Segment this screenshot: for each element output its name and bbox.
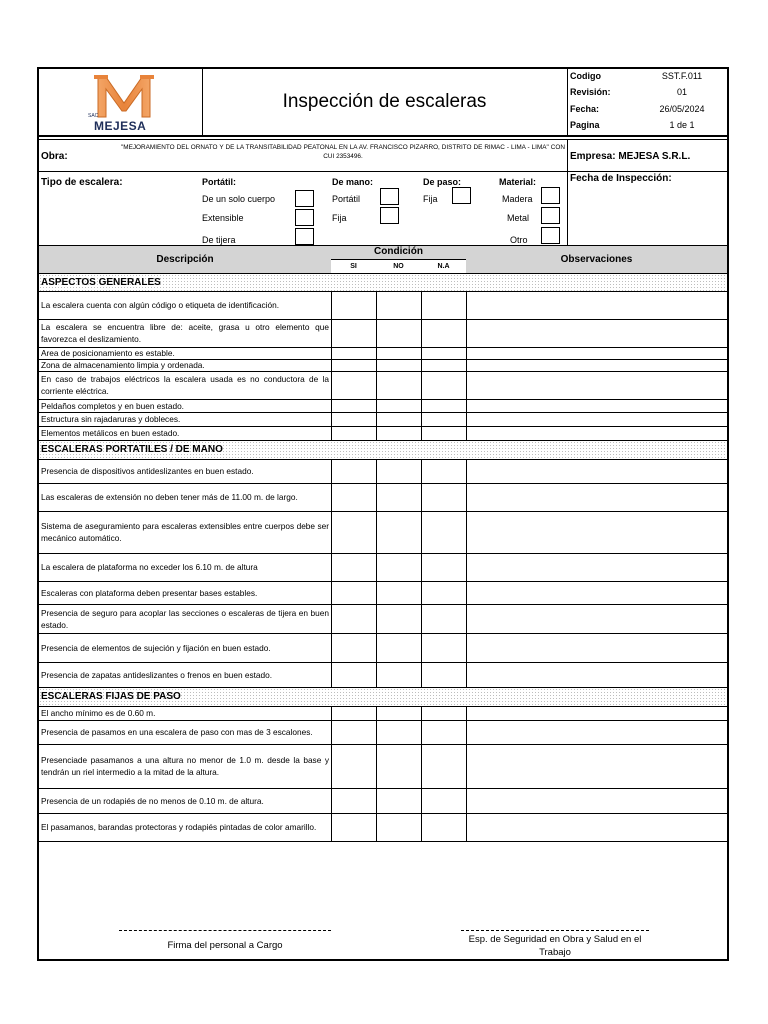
cell-no[interactable] [376, 511, 421, 553]
cell-na[interactable] [421, 426, 466, 440]
item-description: Presencia de pasamos en una escalera de paso con mas de 3 escalones. [41, 727, 313, 737]
cell-na[interactable] [421, 291, 466, 319]
cell-si[interactable] [331, 412, 376, 426]
cell-na[interactable] [421, 347, 466, 359]
item-description: Presencia de seguro para acoplar las secciones o escaleras de tijera en buen estado. [41, 608, 329, 630]
logo-small-text: SAC [88, 113, 99, 119]
cell-no[interactable] [376, 459, 421, 483]
option-extensible: Extensible [202, 213, 244, 223]
item-description: Sistema de aseguramiento para escaleras extensibles entre cuerpos debe ser mecánico automático. [41, 521, 329, 543]
inspection-form [37, 67, 729, 961]
item-description: Las escaleras de extensión no deben tener más de 11.00 m. de largo. [41, 492, 298, 502]
option-otro: Otro [510, 235, 528, 245]
cell-observaciones[interactable] [466, 483, 727, 511]
cell-observaciones[interactable] [466, 720, 727, 744]
meta-value: SST.F.011 [661, 71, 703, 81]
cell-na[interactable] [421, 662, 466, 687]
cell-si[interactable] [331, 553, 376, 581]
cell-na[interactable] [421, 744, 466, 788]
cell-no[interactable] [376, 319, 421, 347]
cell-observaciones[interactable] [466, 426, 727, 440]
obra-description: "MEJORAMIENTO DEL ORNATO Y DE LA TRANSITABILIDAD PEATONAL EN LA AV. FRANCISCO PIZARRO, DISTRITO DE RIMAC - LIMA - LIMA" CON CUI 2353496. [121, 144, 565, 160]
cell-si[interactable] [331, 291, 376, 319]
cell-si[interactable] [331, 604, 376, 633]
section-title: ASPECTOS GENERALES [41, 276, 161, 288]
cell-si[interactable] [331, 459, 376, 483]
table-row [39, 604, 727, 633]
cell-si[interactable] [331, 426, 376, 440]
signature-line-left [119, 930, 331, 931]
cell-si[interactable] [331, 359, 376, 371]
checkbox-de-mano-fija[interactable] [380, 207, 399, 224]
meta-label: Pagina [570, 120, 600, 130]
cell-si[interactable] [331, 633, 376, 662]
cell-na[interactable] [421, 813, 466, 841]
option-de-un-solo-cuerpo: De un solo cuerpo [202, 194, 276, 204]
item-description: Area de posicionamiento es estable. [41, 348, 175, 358]
cell-no[interactable] [376, 813, 421, 841]
cell-no[interactable] [376, 604, 421, 633]
table-row [39, 347, 727, 359]
table-row [39, 744, 727, 788]
cell-no[interactable] [376, 633, 421, 662]
section-title: ESCALERAS FIJAS DE PASO [41, 691, 181, 702]
cell-si[interactable] [331, 347, 376, 359]
cell-na[interactable] [421, 319, 466, 347]
item-description: Estructura sin rajadaruras y dobleces. [41, 414, 181, 424]
cell-na[interactable] [421, 633, 466, 662]
cell-na[interactable] [421, 371, 466, 399]
table-row [39, 553, 727, 581]
company-logo [84, 73, 164, 135]
item-description: La escalera se encuentra libre de: aceite, grasa u otro elemento que favorezca el deslizamiento. [41, 322, 329, 344]
checkbox-de-tijera[interactable] [295, 228, 314, 245]
table-row [39, 706, 727, 720]
table-row [39, 813, 727, 841]
table-row [39, 662, 727, 687]
col-condicion: Condición [374, 246, 423, 257]
cell-observaciones[interactable] [466, 319, 727, 347]
option-de-tijera: De tijera [202, 235, 236, 245]
cell-na[interactable] [421, 483, 466, 511]
cell-observaciones[interactable] [466, 371, 727, 399]
cell-observaciones[interactable] [466, 511, 727, 553]
cell-na[interactable] [421, 459, 466, 483]
col-no: NO [376, 260, 421, 273]
cell-no[interactable] [376, 553, 421, 581]
cell-no[interactable] [376, 371, 421, 399]
item-description: El ancho mínimo es de 0.60 m. [41, 708, 156, 718]
cell-si[interactable] [331, 788, 376, 813]
table-row [39, 319, 727, 347]
cell-si[interactable] [331, 720, 376, 744]
cell-observaciones[interactable] [466, 359, 727, 371]
item-description: El pasamanos, barandas protectoras y rodapiés pintadas de color amarillo. [41, 822, 317, 832]
cell-na[interactable] [421, 399, 466, 412]
item-description: Presencia de un rodapiés de no menos de 0.10 m. de altura. [41, 796, 264, 806]
item-description: Presencia de zapatas antideslizantes o frenos en buen estado. [41, 670, 273, 680]
item-description: Elementos metálicos en buen estado. [41, 428, 180, 438]
cell-observaciones[interactable] [466, 744, 727, 788]
checkbox-de-paso-fija[interactable] [452, 187, 471, 204]
cell-no[interactable] [376, 359, 421, 371]
item-description: Presencia de dispositivos antideslizantes en buen estado. [41, 466, 254, 476]
cell-no[interactable] [376, 788, 421, 813]
section-header [39, 688, 727, 706]
checkbox-extensible[interactable] [295, 209, 314, 226]
cell-observaciones[interactable] [466, 633, 727, 662]
cell-observaciones[interactable] [466, 788, 727, 813]
section-header [39, 441, 727, 459]
meta-value: 26/05/2024 [659, 104, 705, 114]
section-header [39, 274, 727, 291]
cell-observaciones[interactable] [466, 291, 727, 319]
cell-si[interactable] [331, 581, 376, 604]
option-de-mano-fija: Fija [332, 213, 347, 223]
item-description: Presenciade pasamanos a una altura no menor de 1.0 m. desde la base y tendrán un riel intermedio a la mitad de la altura. [41, 755, 329, 777]
cell-si[interactable] [331, 399, 376, 412]
cell-no[interactable] [376, 483, 421, 511]
item-description: La escalera cuenta con algún código o etiqueta de identificación. [41, 300, 280, 310]
checkbox-otro[interactable] [541, 227, 560, 244]
signature-line-right [461, 930, 649, 931]
table-row [39, 483, 727, 511]
cell-observaciones[interactable] [466, 604, 727, 633]
form-title: Inspección de escaleras [282, 91, 487, 112]
cell-na[interactable] [421, 359, 466, 371]
meta-value: 1 de 1 [669, 120, 695, 130]
table-row [39, 459, 727, 483]
cell-no[interactable] [376, 426, 421, 440]
cell-si[interactable] [331, 371, 376, 399]
col-na: N.A [421, 260, 466, 273]
portatil-heading: Portátil: [202, 177, 237, 187]
item-description: Peldaños completos y en buen estado. [41, 401, 184, 411]
checkbox-de-mano-portatil[interactable] [380, 188, 399, 205]
cell-no[interactable] [376, 662, 421, 687]
checkbox-madera[interactable] [541, 187, 560, 204]
obra-label: Obra: [41, 151, 68, 162]
cell-observaciones[interactable] [466, 813, 727, 841]
item-description: En caso de trabajos eléctricos la escalera usada es no conductora de la corriente eléctrica. [41, 374, 329, 396]
cell-na[interactable] [421, 788, 466, 813]
cell-observaciones[interactable] [466, 553, 727, 581]
table-row [39, 399, 727, 412]
table-row [39, 291, 727, 319]
checkbox-metal[interactable] [541, 207, 560, 224]
cell-observaciones[interactable] [466, 399, 727, 412]
table-row [39, 412, 727, 426]
signature-left-label: Firma del personal a Cargo [167, 940, 283, 951]
de-paso-heading: De paso: [423, 177, 462, 187]
item-description: Zona de almacenamiento limpia y ordenada. [41, 360, 205, 370]
col-si: SI [331, 260, 376, 273]
cell-no[interactable] [376, 291, 421, 319]
cell-si[interactable] [331, 706, 376, 720]
material-heading: Material: [499, 177, 537, 187]
cell-na[interactable] [421, 553, 466, 581]
cell-na[interactable] [421, 511, 466, 553]
cell-si[interactable] [331, 511, 376, 553]
checkbox-de-un-solo-cuerpo[interactable] [295, 190, 314, 207]
table-row [39, 581, 727, 604]
option-metal: Metal [507, 213, 530, 223]
col-descripcion: Descripción [156, 253, 214, 265]
meta-label: Revisión: [570, 87, 611, 97]
option-de-paso-fija: Fija [423, 194, 438, 204]
meta-label: Fecha: [570, 104, 600, 114]
cell-na[interactable] [421, 720, 466, 744]
option-de-mano-portatil: Portátil [332, 194, 361, 204]
item-description: Presencia de elementos de sujeción y fijación en buen estado. [41, 643, 271, 653]
logo-text: MEJESA [94, 119, 147, 133]
table-row [39, 720, 727, 744]
fecha-inspeccion-label: Fecha de Inspección: [570, 173, 672, 184]
empresa-label: Empresa: MEJESA S.R.L. [570, 151, 691, 162]
de-mano-heading: De mano: [332, 177, 374, 187]
item-description: La escalera de plataforma no exceder los 6.10 m. de altura [41, 562, 258, 572]
cell-si[interactable] [331, 662, 376, 687]
cell-no[interactable] [376, 706, 421, 720]
table-row [39, 633, 727, 662]
option-madera: Madera [502, 194, 533, 204]
cell-no[interactable] [376, 347, 421, 359]
item-description: Escaleras con plataforma deben presentar bases estables. [41, 588, 258, 598]
cell-si[interactable] [331, 483, 376, 511]
cell-na[interactable] [421, 604, 466, 633]
cell-na[interactable] [421, 581, 466, 604]
meta-value: 01 [676, 87, 687, 97]
tipo-escalera-label: Tipo de escalera: [41, 177, 123, 188]
cell-observaciones[interactable] [466, 662, 727, 687]
cell-observaciones[interactable] [466, 412, 727, 426]
cell-si[interactable] [331, 744, 376, 788]
cell-observaciones[interactable] [466, 459, 727, 483]
meta-label: Codigo [570, 71, 601, 81]
cell-observaciones[interactable] [466, 706, 727, 720]
section-title: ESCALERAS PORTATILES / DE MANO [41, 444, 223, 455]
cell-no[interactable] [376, 581, 421, 604]
table-row [39, 426, 727, 440]
cell-observaciones[interactable] [466, 581, 727, 604]
signature-right-label: Esp. de Seguridad en Obra y Salud en el Trabajo [468, 934, 642, 958]
cell-si[interactable] [331, 319, 376, 347]
cell-no[interactable] [376, 412, 421, 426]
cell-observaciones[interactable] [466, 347, 727, 359]
table-row [39, 788, 727, 813]
table-row [39, 359, 727, 371]
col-observaciones: Observaciones [560, 253, 633, 265]
cell-si[interactable] [331, 813, 376, 841]
cell-na[interactable] [421, 412, 466, 426]
cell-no[interactable] [376, 399, 421, 412]
table-row [39, 511, 727, 553]
table-row [39, 371, 727, 399]
cell-na[interactable] [421, 706, 466, 720]
cell-no[interactable] [376, 744, 421, 788]
cell-no[interactable] [376, 720, 421, 744]
